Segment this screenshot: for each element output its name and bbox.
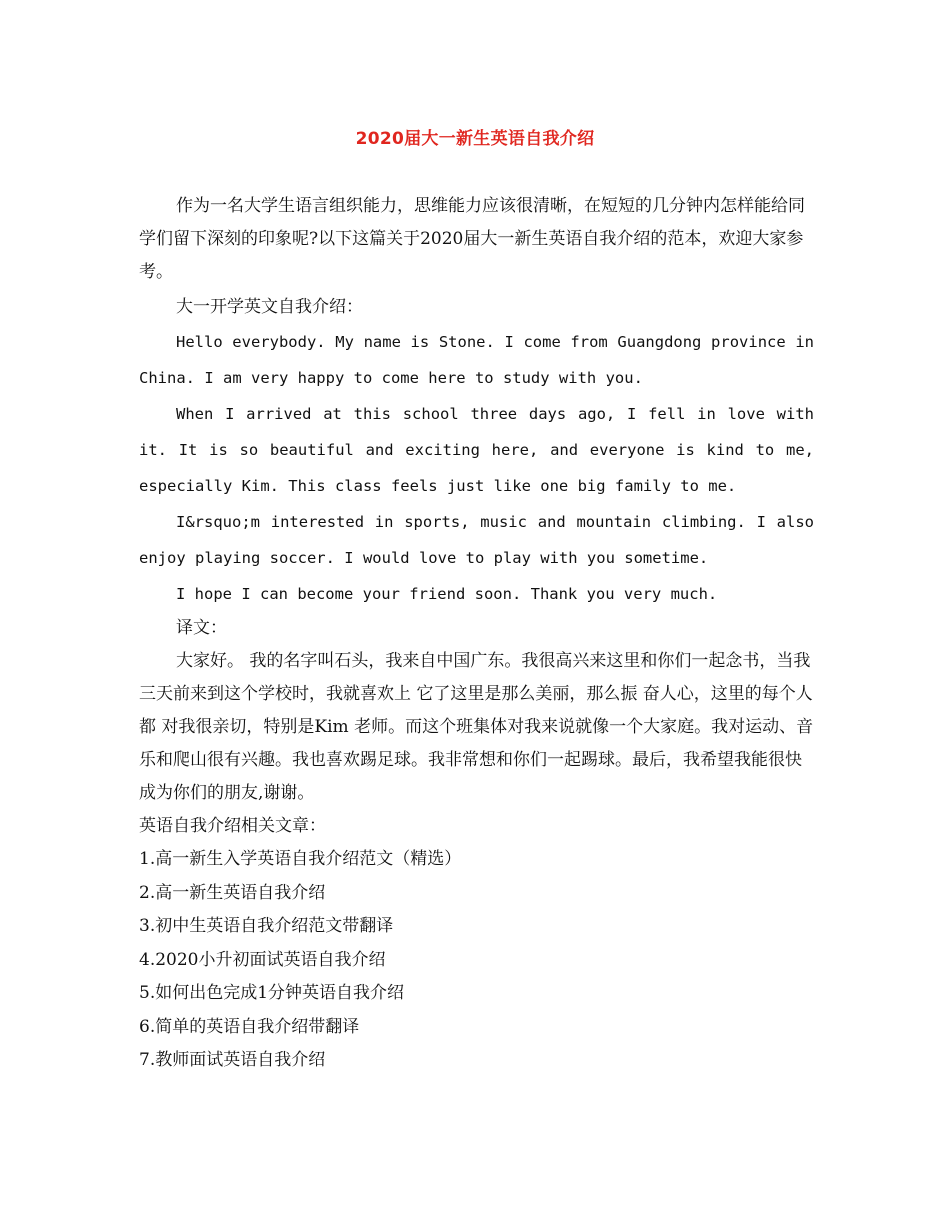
related-article-link[interactable]: 5.如何出色完成1分钟英语自我介绍 — [139, 983, 405, 1003]
related-heading: 英语自我介绍相关文章： — [139, 816, 326, 836]
related-article-link[interactable]: 7.教师面试英语自我介绍 — [139, 1050, 326, 1070]
english-paragraph: I&rsquo;m interested in sports, music and mountain climbing. I also enjoy playing soccer. I would love to play with you sometime. — [139, 513, 814, 567]
translation-heading: 译文： — [176, 618, 227, 638]
intro-paragraph: 作为一名大学生语言组织能力，思维能力应该很清晰，在短短的几分钟内怎样能给同学们留下深刻的印象呢?以下这篇关于2020届大一新生英语自我介绍的范本，欢迎大家参考。 — [139, 196, 805, 282]
translation-paragraph: 大家好。 我的名字叫石头，我来自中国广东。我很高兴来这里和你们一起念书，当我三天前来到这个学校时，我就喜欢上 它了这里是那么美丽，那么振 奋人心，这里的每个人都 对我很亲切，特别是Kim 老师。而这个班集体对我来说就像一个大家庭。我对运动、音乐和爬山很有兴趣。我也喜欢踢足球。我非常想和你们一起踢球。最后，我希望我能很快成为你们的朋友,谢谢。 — [139, 651, 814, 803]
related-article-link[interactable]: 4.2020小升初面试英语自我介绍 — [139, 949, 386, 970]
document-title: 2020届大一新生英语自我介绍 — [355, 129, 595, 149]
related-article-link[interactable]: 6.简单的英语自我介绍带翻译 — [139, 1016, 360, 1037]
related-article-link[interactable]: 3.初中生英语自我介绍范文带翻译 — [139, 916, 394, 936]
related-article-link[interactable]: 2.高一新生英语自我介绍 — [139, 882, 326, 903]
section-heading: 大一开学英文自我介绍： — [176, 297, 363, 317]
english-paragraph: Hello everybody. My name is Stone. I come from Guangdong province in China. I am very happy to come here to study with you. — [139, 333, 814, 387]
related-article-link[interactable]: 1.高一新生入学英语自我介绍范文（精选） — [139, 849, 462, 869]
document-body — [139, 190, 814, 1078]
english-paragraph: When I arrived at this school three days ago, I fell in love with it. It is so beautiful and exciting here, and everyone is kind to me, especially Kim. This class feels just like one big family to me. — [139, 405, 814, 495]
english-paragraph: I hope I can become your friend soon. Thank you very much. — [176, 585, 718, 603]
